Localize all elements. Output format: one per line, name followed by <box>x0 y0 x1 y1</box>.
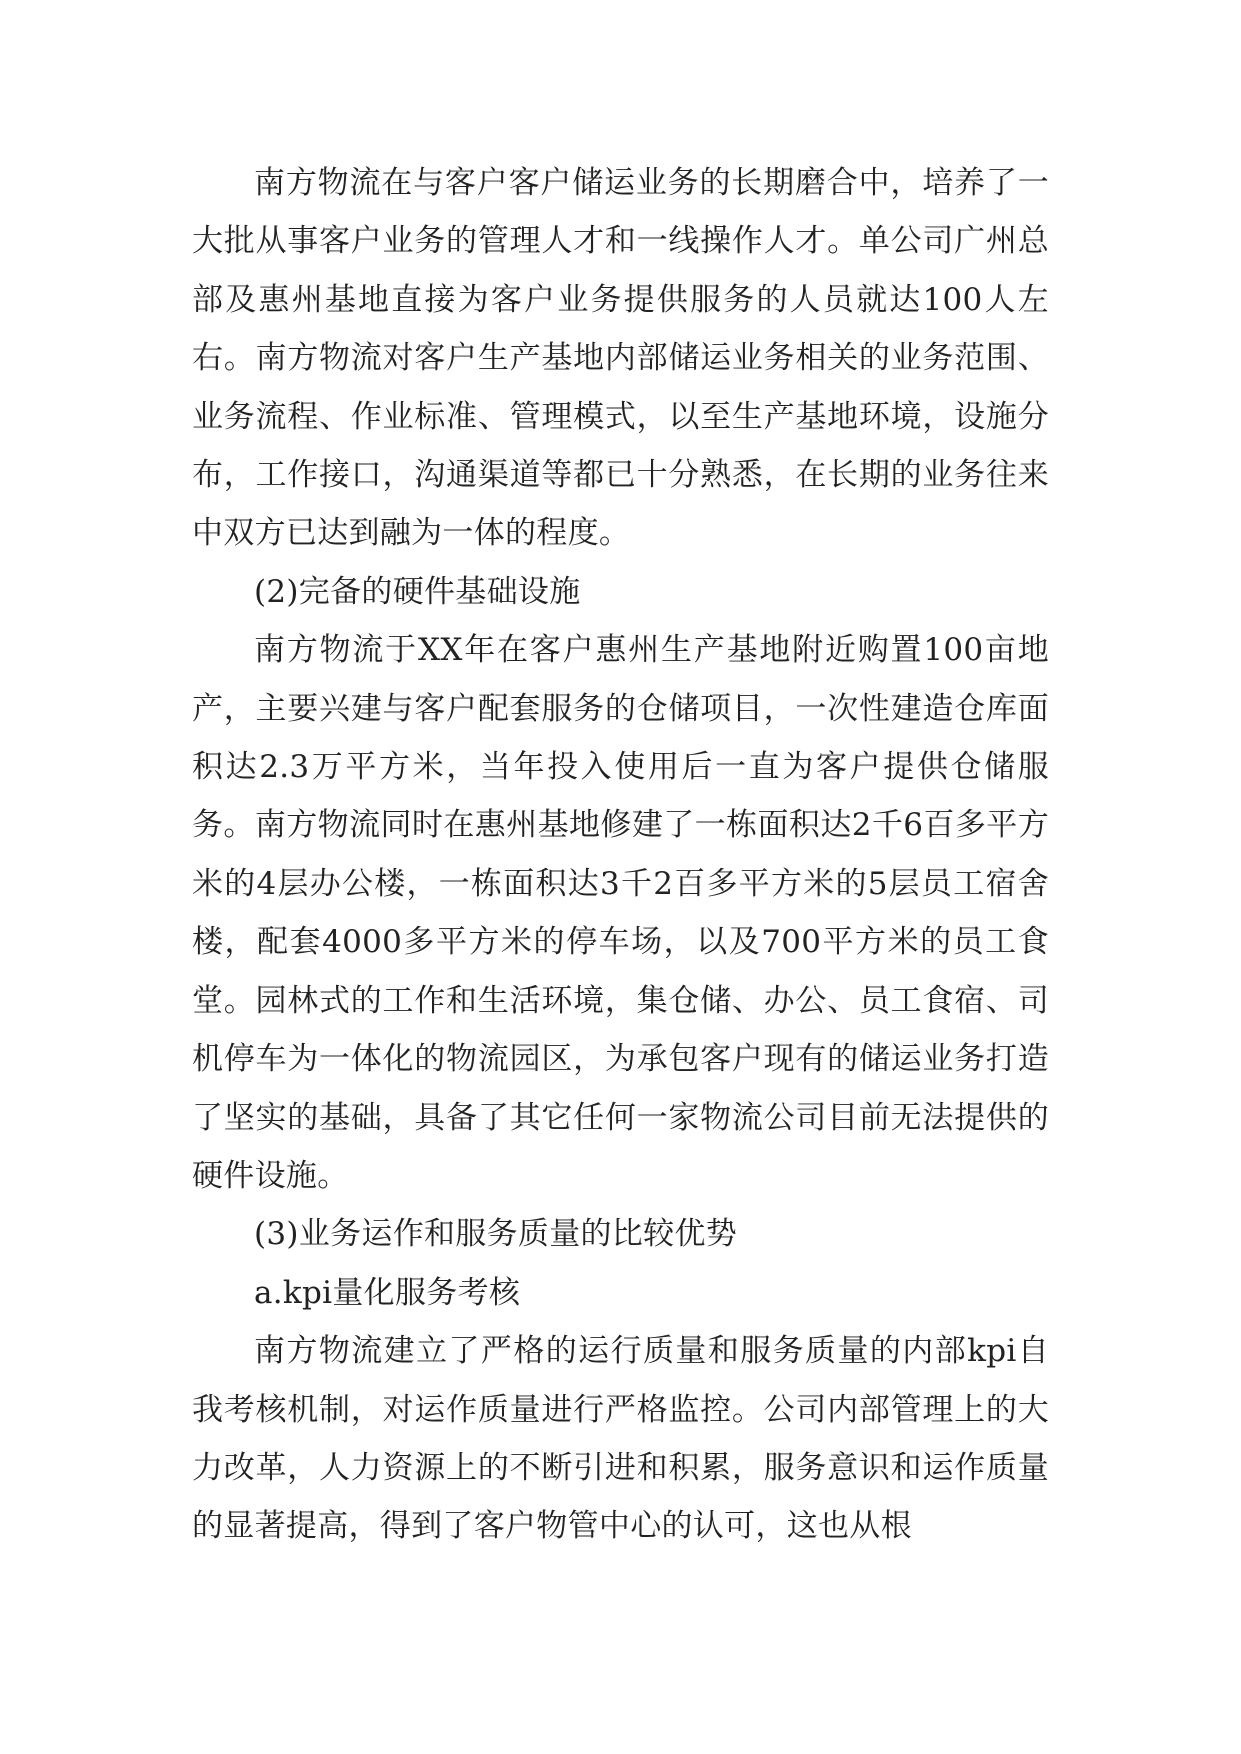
paragraph-hardware: 南方物流于XX年在客户惠州生产基地附近购置100亩地产，主要兴建与客户配套服务的仓储项目，一次性建造仓库面积达2.3万平方米，当年投入使用后一直为客户提供仓储服务。南方物流同时在惠州基地修建了一栋面积达2千6百多平方米的4层办公楼，一栋面积达3千2百多平方米的5层员工宿舍楼，配套4000多平方米的停车场，以及700平方米的员工食堂。园林式的工作和生活环境，集仓储、办公、员工食宿、司机停车为一体化的物流园区，为承包客户现有的储运业务打造了坚实的基础，具备了其它任何一家物流公司目前无法提供的硬件设施。 <box>192 632 1049 1194</box>
heading-hardware: (2)完备的硬件基础设施 <box>254 573 581 610</box>
paragraph-talent: 南方物流在与客户客户储运业务的长期磨合中，培养了一大批从事客户业务的管理人才和一线操作人才。单公司广州总部及惠州基地直接为客户业务提供服务的人员就达100人左右。南方物流对客户生产基地内部储运业务相关的业务范围、业务流程、作业标准、管理模式，以至生产基地环境，设施分布，工作接口，沟通渠道等都已十分熟悉，在长期的业务往来中双方已达到融为一体的程度。 <box>192 165 1049 552</box>
paragraph-kpi: 南方物流建立了严格的运行质量和服务质量的内部kpi自我考核机制，对运作质量进行严格监控。公司内部管理上的大力改革，人力资源上的不断引进和积累，服务意识和运作质量的显著提高，得到了客户物管中心的认可，这也从根 <box>192 1333 1049 1545</box>
document-body <box>192 154 1049 1556</box>
heading-operations: (3)业务运作和服务质量的比较优势 <box>254 1216 738 1253</box>
heading-kpi: a.kpi量化服务考核 <box>254 1274 521 1311</box>
